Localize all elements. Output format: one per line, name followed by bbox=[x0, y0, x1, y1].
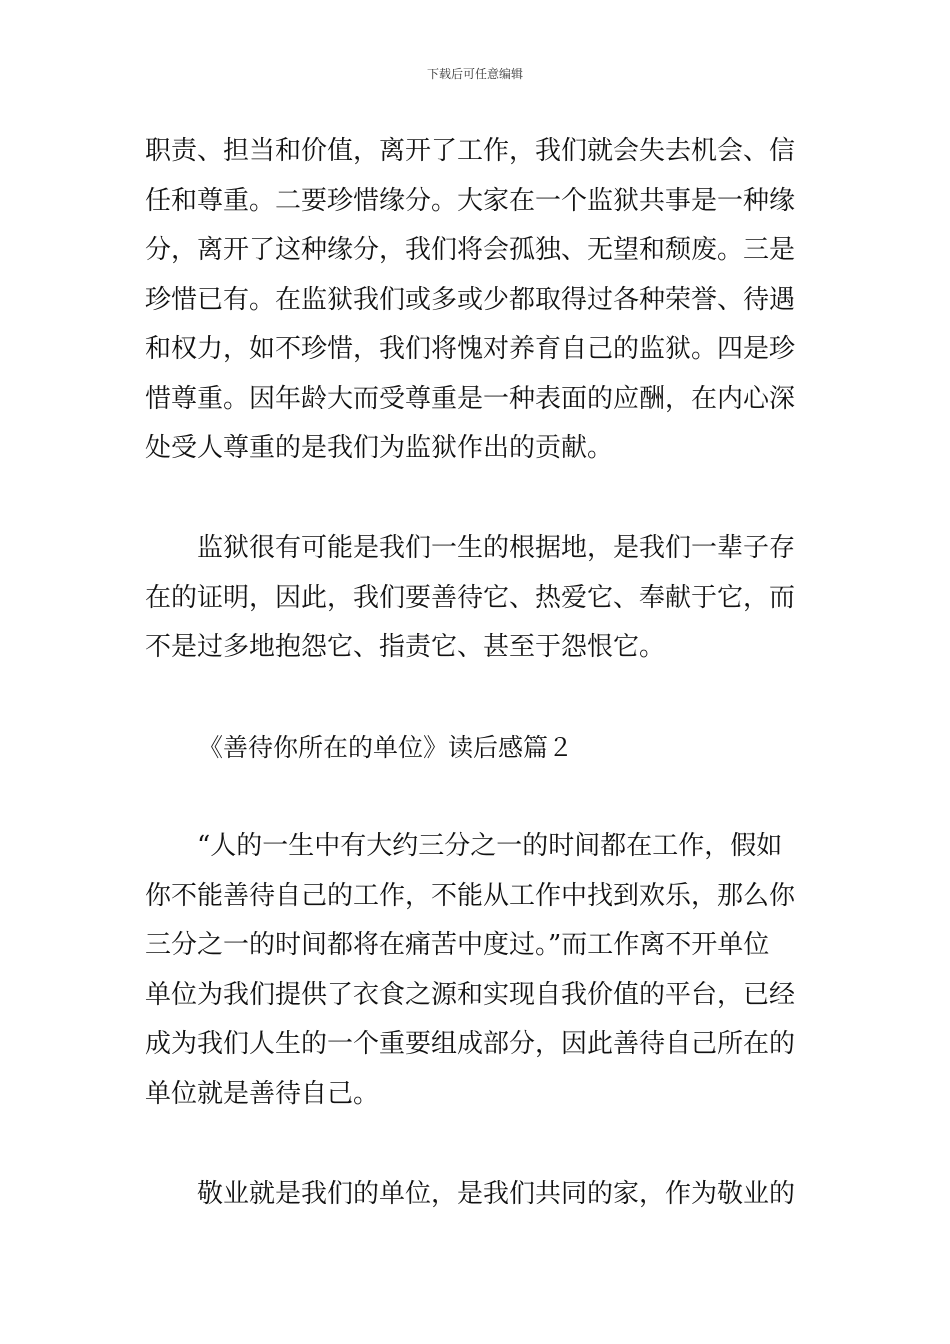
text-line: 单位就是善待自己。 bbox=[145, 1078, 380, 1109]
text-line: 任和尊重。二要珍惜缘分。大家在一个监狱共事是一种缘 bbox=[145, 185, 796, 216]
text-line: 成为我们人生的一个重要组成部分，因此善待自己所在的 bbox=[145, 1029, 796, 1059]
text-line: 敬业就是我们的单位，是我们共同的家，作为敬业的 bbox=[145, 1179, 796, 1209]
text-line: 监狱很有可能是我们一生的根据地，是我们一辈子存 bbox=[145, 533, 796, 563]
text-line: 职责、担当和价值，离开了工作，我们就会失去机会、信 bbox=[145, 136, 796, 166]
text-line: 分，离开了这种缘分，我们将会孤独、无望和颓废。三是 bbox=[145, 235, 796, 265]
page-header: 下载后可任意编辑 bbox=[426, 67, 523, 81]
section-title: 《善待你所在的单位》读后感篇２ bbox=[198, 733, 574, 762]
text-line: “人的一生中有大约三分之一的时间都在工作，假如 bbox=[145, 831, 783, 861]
text-line: 你不能善待自己的工作，不能从工作中找到欢乐，那么你 bbox=[145, 880, 796, 911]
paragraph-2 bbox=[145, 524, 810, 673]
paragraph-3 bbox=[145, 822, 810, 1119]
text-line: 不是过多地抱怨它、指责它、甚至于怨恨它。 bbox=[145, 632, 666, 662]
paragraph-1 bbox=[145, 127, 810, 474]
text-line: 和权力，如不珍惜，我们将愧对养育自己的监狱。四是珍 bbox=[145, 334, 796, 364]
text-line: 珍惜已有。在监狱我们或多或少都取得过各种荣誉、待遇 bbox=[145, 284, 796, 315]
text-line: 三分之一的时间都将在痛苦中度过。”而工作离不开单位 bbox=[145, 930, 770, 960]
text-line: 单位为我们提供了衣食之源和实现自我价值的平台，已经 bbox=[145, 979, 796, 1010]
text-line: 在的证明，因此，我们要善待它、热爱它、奉献于它，而 bbox=[145, 582, 796, 613]
text-line: 处受人尊重的是我们为监狱作出的贡献。 bbox=[145, 433, 614, 463]
paragraph-4 bbox=[145, 1170, 810, 1220]
text-line: 惜尊重。因年龄大而受尊重是一种表面的应酬，在内心深 bbox=[145, 383, 796, 414]
